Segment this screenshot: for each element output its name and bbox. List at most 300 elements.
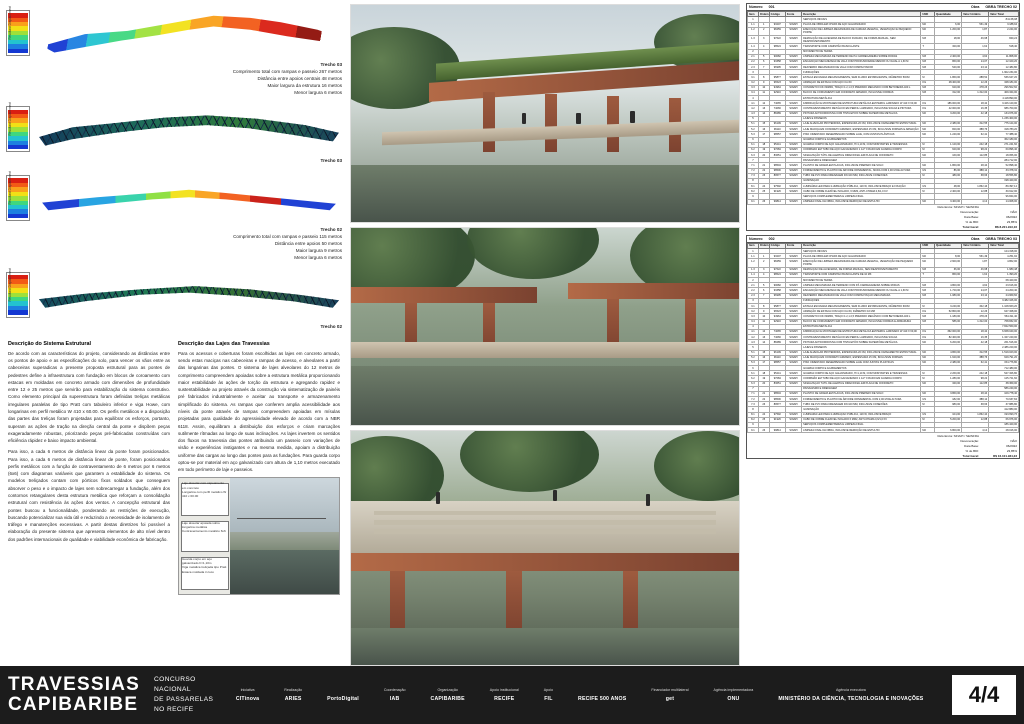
table-cell: 531,49: [962, 254, 989, 259]
column-header-5: UND: [921, 12, 935, 17]
color-legend-2: [6, 171, 30, 221]
table-cell: SINAPI: [785, 272, 801, 277]
table-cell: 109.778,40: [989, 391, 1019, 396]
table-cell: 3.3: [748, 314, 759, 319]
table-cell: M: [921, 189, 935, 194]
fea-caption-line-0-1: Distância entre apoios centrais 48 metros: [257, 75, 342, 81]
table-cell: 97622: [769, 267, 785, 272]
table-cell: 24.969,60: [989, 293, 1019, 298]
table-cell: SINAPI: [785, 309, 801, 314]
table-cell: M2: [921, 360, 935, 365]
logo-citinova: [236, 688, 259, 702]
table-cell: ARMAÇÃO DE ESTACA COM AÇO CA-50, DIÂMETRO 16 MM: [802, 309, 921, 314]
table-cell: 98,22: [962, 147, 989, 152]
table-row: [748, 428, 1019, 433]
table-cell: 8: [748, 407, 759, 412]
table-cell: TRANSPORTE COM CAMINHÃO BASCULANTE DE 10 M3: [802, 272, 921, 277]
table-cell: SERVIÇOS INICIAIS: [802, 249, 921, 254]
table-cell: 2.2: [748, 288, 759, 293]
table-cell: M3: [921, 314, 935, 319]
fea-block-2: [6, 171, 342, 261]
table-cell: 6.2: [748, 147, 759, 152]
table-cell: 11.808,00: [989, 54, 1019, 59]
logo-mark: RECIFE: [494, 695, 515, 702]
table-cell: SINAPI: [785, 254, 801, 259]
table-cell: 2: [748, 49, 759, 54]
table-cell: 8.1: [748, 412, 759, 417]
column-header-6: Quantidade: [934, 12, 961, 17]
table-cell: SERVIÇOS COMPLEMENTARES E LIMPEZA FINAL: [802, 194, 921, 199]
table-cell: 296.502,60: [989, 85, 1019, 90]
table-cell: 1.720,00: [934, 288, 961, 293]
table-cell: 99814: [769, 199, 785, 204]
fea-block-3: [6, 268, 342, 331]
table-cell: 409.344,00: [989, 90, 1019, 95]
budget-total-value: 06/2022: [1006, 215, 1017, 220]
table-cell: 154.776,80: [989, 360, 1019, 365]
table-cell: 96995: [769, 65, 785, 70]
table-cell: 480,00: [934, 173, 961, 178]
table-row: [748, 27, 1019, 35]
table-cell: 3.2: [748, 309, 759, 314]
color-legend-0: [6, 6, 30, 56]
table-cell: LAJE MACIÇA EM CONCRETO ARMADO, ESPESSURA 15 CM, INCLUSIVE FORMAS: [802, 355, 921, 360]
table-cell: M: [921, 147, 935, 152]
table-cell: 7: [758, 65, 769, 70]
table-cell: M2: [921, 381, 935, 386]
table-cell: 12,26: [962, 80, 989, 85]
logo-caption: Realização: [284, 688, 303, 693]
logo-mark: IAB: [389, 695, 400, 702]
logo-mark: CITinova: [235, 695, 260, 702]
table-cell: 2.400,00: [934, 54, 961, 59]
table-cell: 1.347.240,00: [989, 335, 1019, 340]
budget-total-label: Total Geral:: [962, 225, 979, 230]
table-cell: 17: [758, 360, 769, 365]
table-cell: 38.369,00: [989, 381, 1019, 386]
table-cell: SINAPI: [785, 376, 801, 381]
detail-label-2: Laje alveolar apoiada sobre longarina metálica: [182, 520, 221, 530]
table-cell: 19: [758, 376, 769, 381]
table-cell: TUBO DE PVC PARA DRENAGEM DN 100 MM, INCLUSIVE CONEXÕES: [802, 173, 921, 178]
table-row: [748, 36, 1019, 44]
table-cell: 8.2: [748, 417, 759, 422]
table-cell: 1.120,00: [934, 142, 961, 147]
table-cell: 52.898,40: [989, 163, 1019, 168]
table-cell: 20: [758, 381, 769, 386]
table-cell: 16,35: [962, 106, 989, 111]
table-cell: 1.620,00: [934, 355, 961, 360]
table-cell: 388,76: [962, 127, 989, 132]
heading-structural-system: Descrição do Sistema Estrutural: [8, 340, 91, 347]
logo-porto-digital: [327, 693, 359, 702]
table-cell: ESTRUTURA METÁLICA: [802, 324, 921, 329]
logo-mark: get: [665, 695, 675, 702]
table-cell: ESTRUTURA METÁLICA: [802, 96, 921, 101]
budget-total-label: Total Geral:: [962, 453, 979, 458]
table-cell: M2: [921, 121, 935, 126]
table-cell: 860,00: [934, 59, 961, 64]
table-cell: 18,00: [934, 36, 961, 44]
table-cell: 14: [758, 111, 769, 116]
table-cell: 1.180,00: [934, 314, 961, 319]
table-cell: 10: [758, 314, 769, 319]
table-cell: 25: [758, 189, 769, 194]
table-cell: 2: [748, 278, 759, 283]
table-cell: SINAPI: [785, 340, 801, 345]
table-cell: 3.4: [748, 90, 759, 95]
table-cell: BLOCO DE COROAMENTO EM CONCRETO ARMADO, INCLUSIVE FORMAS E ARMADURA: [802, 319, 921, 324]
table-cell: 4,12: [962, 199, 989, 204]
fea-caption-line-0-2: Maior largura da estrutura 16 metros: [267, 82, 342, 88]
table-cell: 2.3: [748, 293, 759, 298]
table-cell: 22: [758, 168, 769, 173]
table-cell: 98504: [769, 391, 785, 396]
table-cell: PLACA DE OBRA EM CHAPA DE AÇO GALVANIZADO: [802, 22, 921, 27]
table-cell: M2: [921, 199, 935, 204]
table-cell: 16: [758, 127, 769, 132]
budget-total-value: R$ 16.101.934,23: [993, 453, 1017, 458]
table-cell: FORNECIMENTO E PLANTIO DE ÁRVORE ORNAMENTAL COM 2,00 M DE ALTURA: [802, 397, 921, 402]
detail-label-3: Contraventamento metálico 6x6: [182, 529, 226, 534]
table-cell: 4.3: [748, 340, 759, 345]
table-cell: 686.700,00: [989, 106, 1019, 111]
table-cell: 312,55: [962, 121, 989, 126]
table-cell: 82.400,00: [934, 335, 961, 340]
table-cell: 12.484,80: [989, 65, 1019, 70]
table-cell: FORNECIMENTO E PLANTIO DE ÁRVORE ORNAMENTAL, MUDA COM 2,00 M DE ALTURA: [802, 168, 921, 173]
table-cell: ILUMINAÇÃO: [802, 407, 921, 412]
fea-block-1: [6, 102, 342, 165]
table-cell: CONCRETO FCK=30MPA, TRAÇO 1:2,1:2,5 PREPARO MECÂNICO COM BETONEIRA 400 L: [802, 314, 921, 319]
fea-caption-title-2: Trecho 02: [320, 227, 342, 233]
table-cell: 1.4: [748, 272, 759, 277]
column-header-4: Descrição: [802, 243, 921, 248]
table-cell: 15: [758, 350, 769, 355]
table-cell: 4: [748, 96, 759, 101]
table-cell: 98506: [769, 168, 785, 173]
table-cell: 2: [758, 27, 769, 35]
table-cell: 98504: [769, 163, 785, 168]
table-cell: 362.000,00: [934, 329, 961, 334]
logo-mark: FIL: [544, 695, 553, 702]
table-cell: M3: [921, 267, 935, 272]
table-cell: 42.000,00: [934, 106, 961, 111]
table-cell: 8: [758, 75, 769, 80]
table-cell: 89.397,12: [989, 184, 1019, 189]
table-cell: 1.200,00: [934, 27, 961, 35]
table-cell: 6.1: [748, 371, 759, 376]
table-cell: 7: [758, 293, 769, 298]
color-legend-label-0: Resultant Displacement: [8, 6, 12, 40]
logo-mark: CAPIBARIBE: [430, 695, 465, 702]
column-header-1: Ordem: [759, 244, 769, 248]
logo-caption: Agência executora: [836, 688, 866, 693]
table-cell: 23: [758, 173, 769, 178]
fea-caption-title-1: Trecho 03: [320, 158, 342, 164]
column-header-5: UND: [921, 243, 935, 248]
table-cell: 6.3: [748, 153, 759, 158]
heading-slabs: Descrição das Lajes das Travessias: [178, 340, 270, 347]
table-cell: 26: [758, 428, 769, 433]
table-cell: 6.2: [748, 376, 759, 381]
table-cell: SINAPI: [785, 22, 801, 27]
budget-total-label: Desoneração:: [960, 210, 979, 215]
table-cell: 11: [758, 319, 769, 324]
table-cell: 3.3: [748, 85, 759, 90]
detail-label-1: Longarina com perfil metálico W 410 x 60.00: [182, 490, 227, 499]
table-cell: 134.976,00: [989, 111, 1019, 116]
table-cell: 21: [758, 391, 769, 396]
logo-mark: RECIFE 500 ANOS: [578, 695, 627, 702]
table-cell: 6.1: [748, 142, 759, 147]
table-cell: 33.378,32: [989, 168, 1019, 173]
table-cell: 36,00: [934, 267, 961, 272]
budget-total-value: R$ 8.221.913,16: [994, 225, 1017, 230]
table-cell: 42,18: [962, 340, 989, 345]
table-cell: 312,00: [934, 90, 961, 95]
color-legend-label-3: Resultant Displacement: [8, 267, 12, 302]
table-cell: PINTURA ANTICORROSIVA COM TINTA EPÓXI SOBRE SUPERFÍCIE METÁLICA: [802, 340, 921, 345]
table-cell: 1.862,44: [962, 184, 989, 189]
table-cell: 4,92: [962, 54, 989, 59]
table-cell: 38,66: [962, 402, 989, 407]
table-cell: 96523: [769, 80, 785, 85]
table-cell: 2.1: [748, 54, 759, 59]
table-cell: PAISAGISMO E DRENAGEM: [802, 386, 921, 391]
table-cell: M: [921, 142, 935, 147]
table-cell: 3.188,94: [989, 22, 1019, 27]
table-cell: 90082: [769, 54, 785, 59]
render-passarela-praca-elevada: [350, 430, 740, 666]
table-cell: M2: [921, 22, 935, 27]
fea-plot-displacement-trecho-03: [36, 6, 342, 60]
table-cell: 77.388,40: [989, 132, 1019, 137]
paragraph-structural-system-2: Para isso, a cada 6 metros de distância linear da ponte foram posicionados. Para isso, a cada 6 metros de distância linear de ponte, foram posicionados perfis metálicos com a função de contraventamento de 6 metros por 6 metros (6x6) com diagramas variáveis que garantem a estabilidade do sistema. Os modelos treliçados contam com pórticos fixos soldados que conseguem absorver o peso e o impacto de lajes sem sobrecarregar a fundação, além dos contornos retangulares desta estrutura metálica que reforçam a consolidação estrutural com resistência às ações dos ventos. A concepção estrutural das pontes buscou a funcionalidade, ponderando as restrições de execução, buscando potencializar sua vida útil e reduzindo a necessidade de isolamento de tráfego e manutenções excessivas. A partir destas diretrizes foi possível a elaboração do presente sistema que apresenta elementos de alto nível dentro dos padrões internacionais de qualidade e viabilidade econômica de fabricação.: [8, 449, 170, 542]
table-cell: M2: [921, 391, 935, 396]
column-header-0: Item: [748, 243, 759, 248]
column-header-1: Ordem: [759, 12, 769, 16]
table-cell: 6: [748, 366, 759, 371]
table-cell: 94964: [769, 85, 785, 90]
table-cell: LAJE ALVEOLAR PROTENDIDA, ESPESSURA 20 CM, INCLUSIVE CAPEAMENTO ESTRUTURAL: [802, 121, 921, 126]
table-cell: 104,00: [934, 412, 961, 417]
table-cell: CABO DE COBRE FLEXÍVEL ISOLADO 6 MM2, ANTI-CHAMA 0,6/1,0 KV: [802, 417, 921, 422]
table-cell: 7.842.560,00: [989, 324, 1019, 329]
table-cell: KG: [921, 101, 935, 106]
table-cell: 1,62: [962, 272, 989, 277]
table-cell: 193.693,76: [989, 412, 1019, 417]
table-cell: 4: [758, 44, 769, 49]
table-cell: LAJES E PASSEIOS: [802, 345, 921, 350]
table-cell: UN: [921, 184, 935, 189]
logo-aries: [284, 688, 302, 702]
table-cell: 18: [758, 142, 769, 147]
table-cell: 24.200,40: [989, 288, 1019, 293]
table-cell: 97622: [769, 36, 785, 44]
table-cell: ILUMINAÇÃO: [802, 178, 921, 183]
table-cell: 7: [748, 386, 759, 391]
column-header-3: Fonte: [785, 12, 801, 17]
table-cell: 95241: [769, 142, 785, 147]
table-cell: 8.1: [748, 184, 759, 189]
table-cell: 320,00: [934, 44, 961, 49]
table-cell: 30.912,00: [989, 189, 1019, 194]
table-cell: 3.1: [748, 75, 759, 80]
table-cell: M3: [921, 65, 935, 70]
table-cell: CONTRAVENTAMENTO METÁLICO EM PERFIL LAMINADO, INCLUSIVE SOLDA: [802, 335, 921, 340]
color-legend-label-2: Resultant Displacement: [8, 171, 12, 206]
table-cell: 42,18: [962, 111, 989, 116]
table-cell: 92916: [769, 319, 785, 324]
table-cell: 712.480,00: [989, 366, 1019, 371]
table-cell: SINAPI: [785, 199, 801, 204]
table-cell: 37.886,80: [989, 402, 1019, 407]
color-legend-label-1: Resultant Displacement: [8, 102, 12, 137]
table-cell: 18: [758, 371, 769, 376]
table-cell: 1: [748, 17, 759, 22]
table-cell: MOVIMENTO DE TERRA: [802, 49, 921, 54]
budget-table-header-0: [747, 4, 1019, 11]
table-cell: 86,00: [934, 168, 961, 173]
table-cell: 1.2: [748, 27, 759, 35]
table-cell: M2: [921, 132, 935, 137]
table-cell: ESCAVAÇÃO MECANIZADA DE VALA COM PROFUNDIDADE MENOR OU IGUAL A 1,30 M: [802, 59, 921, 64]
logo-iab: [384, 688, 406, 702]
table-cell: 94964: [769, 314, 785, 319]
table-cell: ESTACA ESCAVADA MECANICAMENTE, SEM FLUIDO ESTABILIZANTE, DIÂMETRO 60CM: [802, 304, 921, 309]
table-cell: 3: [748, 70, 759, 75]
budget-total-label: Data Base:: [964, 215, 979, 220]
table-cell: 20: [758, 153, 769, 158]
poster-subtitle-line-3: NO RECIFE: [154, 706, 194, 714]
table-cell: 271.241,60: [989, 142, 1019, 147]
column-header-8: Valor Total: [989, 243, 1019, 248]
table-cell: 21: [758, 163, 769, 168]
column-header-3: Fonte: [785, 243, 801, 248]
table-cell: SINAPI: [785, 147, 801, 152]
table-cell: M: [921, 173, 935, 178]
table-cell: 3: [758, 267, 769, 272]
table-cell: 18.556,80: [989, 173, 1019, 178]
table-cell: M2: [921, 111, 935, 116]
table-cell: 112,85: [962, 381, 989, 386]
table-cell: M3: [921, 288, 935, 293]
table-cell: 1,62: [962, 44, 989, 49]
table-cell: 28,44: [962, 163, 989, 168]
detail-label-6: Estaca moldada in loco: [182, 569, 214, 574]
table-cell: 88489: [769, 111, 785, 116]
table-cell: 261.516,00: [989, 340, 1019, 345]
table-cell: 840,24: [989, 36, 1019, 44]
table-cell: SINAPI: [785, 106, 801, 111]
table-row: [748, 199, 1019, 204]
table-cell: SINAPI: [785, 350, 801, 355]
table-cell: 5.3: [748, 132, 759, 137]
table-cell: M2: [921, 127, 935, 132]
table-cell: LAJES E PASSEIOS: [802, 116, 921, 121]
table-cell: 1: [758, 254, 769, 259]
table-cell: KG: [921, 329, 935, 334]
column-header-0: Item: [748, 12, 759, 17]
table-cell: 6,00: [934, 22, 961, 27]
logo-caption: Agência implementadora: [713, 688, 754, 693]
table-cell: SINAPI: [785, 428, 801, 433]
table-cell: 1,87: [962, 27, 989, 35]
table-cell: 12: [758, 101, 769, 106]
table-cell: 2.600,00: [934, 259, 961, 267]
table-cell: 4.2: [748, 335, 759, 340]
table-cell: 46,68: [962, 36, 989, 44]
table-cell: GUARDA CORPO E ACABAMENTOS: [802, 137, 921, 142]
table-cell: 24: [758, 412, 769, 417]
budget-number-label-0: Número: [749, 5, 763, 9]
table-cell: 1.312,00: [962, 319, 989, 324]
table-cell: M3: [921, 283, 935, 288]
table-cell: FABRICAÇÃO E MONTAGEM DE ESTRUTURA METÁLICA EM PERFIL LAMINADO W 410 X 60,00: [802, 329, 921, 334]
column-header-7: Valor Unitário: [962, 12, 989, 17]
table-cell: 3: [758, 36, 769, 44]
column-budget-tables: [744, 0, 1024, 666]
table-cell: SINALIZAÇÃO TÁTIL DE ALERTA E DIRECIONAL EM PLACA DE CONCRETO: [802, 381, 921, 386]
construction-detail-drawing: [178, 477, 340, 595]
table-cell: 860,00: [934, 272, 961, 277]
table-cell: LIMPEZA MECANIZADA DE TERRENO DE PÁ CARREGADEIRA SOBRE RODAS: [802, 54, 921, 59]
budget-obra-label-0: Obra: [970, 5, 980, 9]
table-cell: 388,12: [962, 397, 989, 402]
table-cell: 1: [748, 249, 759, 254]
table-cell: 186.000,00: [934, 101, 961, 106]
table-cell: SINAPI: [785, 417, 801, 422]
table-cell: ESCAVAÇÃO MECANIZADA DE VALA COM PROFUNDIDADE MENOR OU IGUAL A 1,30 M: [802, 288, 921, 293]
table-cell: 13: [758, 335, 769, 340]
table-cell: 242,18: [962, 371, 989, 376]
budget-obra-value-1: OBRA TRECHO 03: [985, 236, 1017, 241]
table-cell: 46,68: [962, 267, 989, 272]
budget-total-row: [747, 225, 1019, 230]
table-cell: M3: [921, 90, 935, 95]
table-cell: 4.1: [748, 329, 759, 334]
table-cell: M: [921, 371, 935, 376]
table-cell: SINAPI: [785, 163, 801, 168]
table-cell: TRANSPORTE COM CAMINHÃO BASCULANTE: [802, 44, 921, 49]
table-cell: 318.783,20: [989, 127, 1019, 132]
table-cell: 820,00: [934, 127, 961, 132]
table-cell: SINALIZAÇÃO TÁTIL DE ALERTA E DIRECIONAL EM PLACA DE CONCRETO: [802, 153, 921, 158]
table-cell: LAJE MACIÇA EM CONCRETO ARMADO, ESPESSURA 15 CM, INCLUSIVE FORMAS E ARMAÇÃO: [802, 127, 921, 132]
table-cell: 7.3: [748, 402, 759, 407]
table-cell: SINAPI: [785, 59, 801, 64]
table-cell: 629.791,20: [989, 355, 1019, 360]
table-cell: 4.1: [748, 101, 759, 106]
table-cell: 66.976,00: [989, 417, 1019, 422]
table-cell: 182,00: [934, 397, 961, 402]
budget-total-value: NÃO: [1010, 438, 1017, 443]
table-cell: SINAPI: [785, 36, 801, 44]
table-cell: 7: [748, 158, 759, 163]
table-cell: 12,26: [962, 309, 989, 314]
table-cell: 1.240,00: [934, 132, 961, 137]
detail-label-0: Laje alveolar com capeamento em concreto: [182, 481, 225, 490]
table-cell: 95241: [769, 371, 785, 376]
table-cell: 98,22: [962, 376, 989, 381]
table-cell: 7.2: [748, 168, 759, 173]
table-cell: SINAPI: [785, 189, 801, 194]
table-cell: 98524: [769, 44, 785, 49]
table-cell: SINAPI: [785, 142, 801, 147]
table-cell: CABO DE COBRE FLEXÍVEL ISOLADO, 6 MM2, ANTI-CHAMA 0,6/1,0 KV: [802, 189, 921, 194]
table-cell: M3: [921, 36, 935, 44]
